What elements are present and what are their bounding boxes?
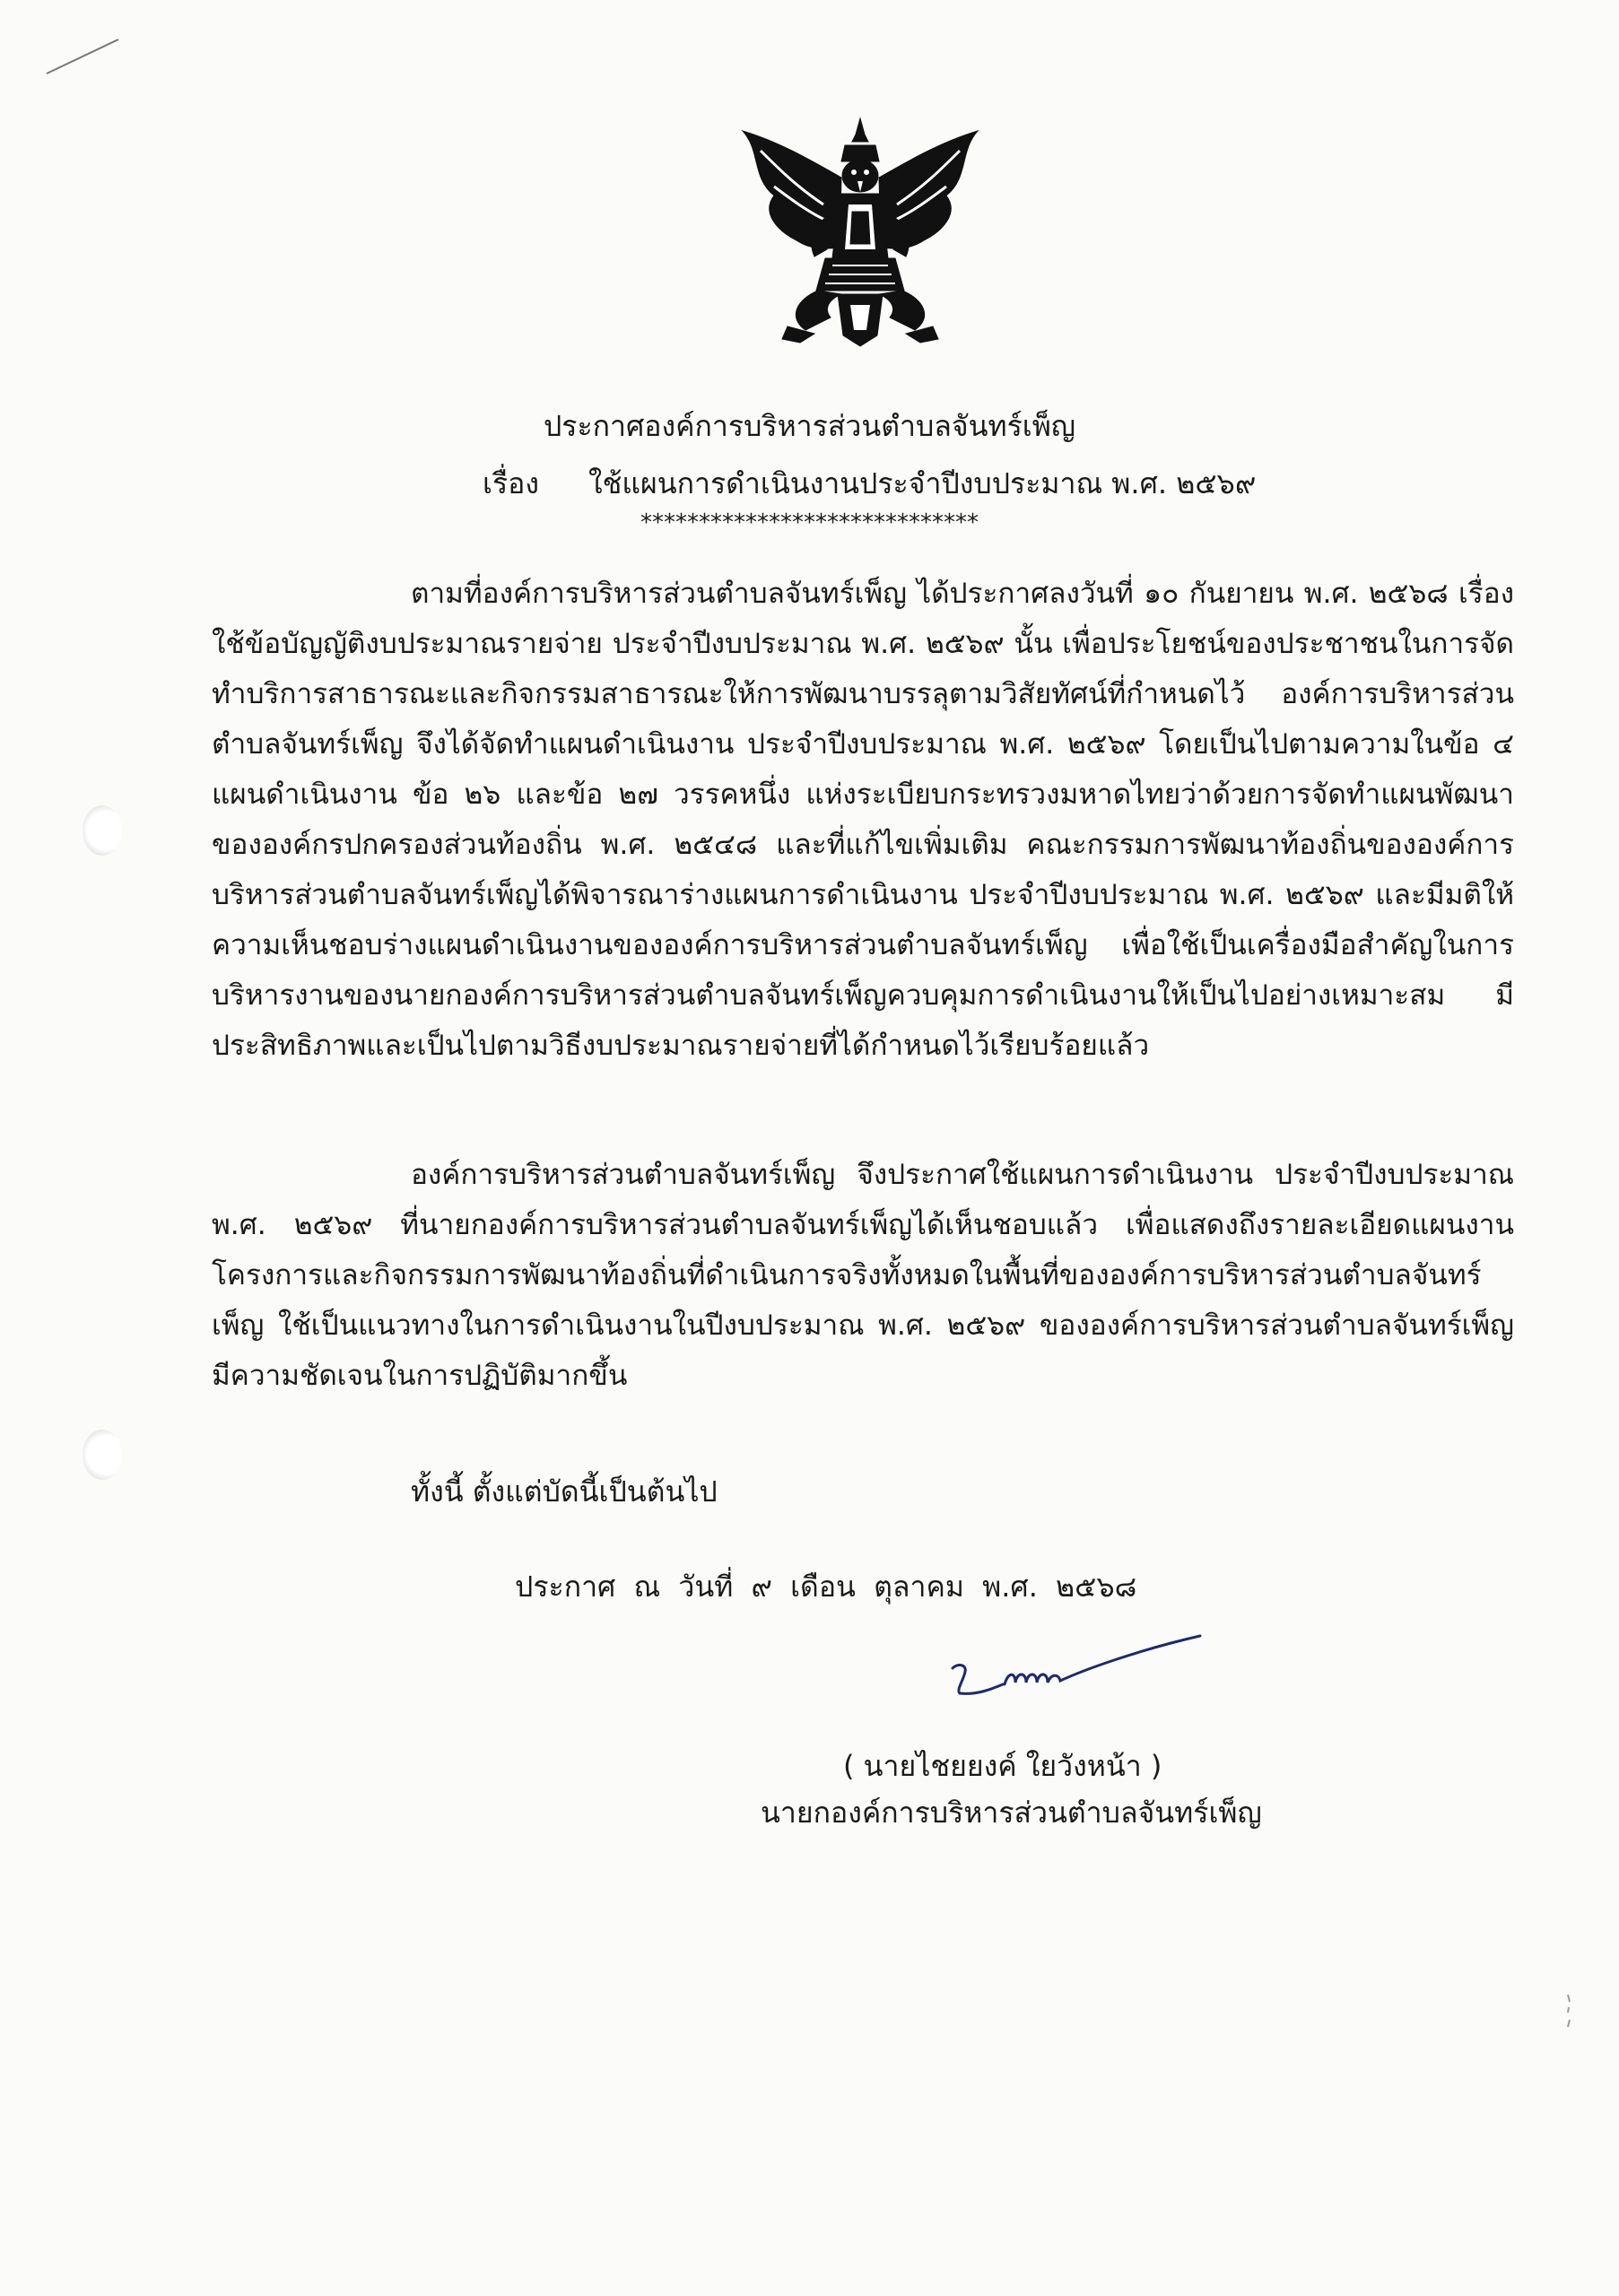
- announcement-title: ประกาศองค์การบริหารส่วนตำบลจันทร์เพ็ญ: [543, 409, 1076, 443]
- subject-line: [483, 463, 1256, 504]
- margin-mark: [1562, 1993, 1575, 2029]
- announcement-dateline: ประกาศ ณ วันที่ ๙ เดือน ตุลาคม พ.ศ. ๒๕๖๘: [515, 1570, 1137, 1604]
- punch-hole: [83, 805, 122, 856]
- subject-text: ใช้แผนการดำเนินงานประจำปีงบประมาณ พ.ศ. ๒๕๖๙: [588, 466, 1257, 500]
- punch-hole: [83, 1430, 122, 1480]
- paragraph-2: องค์การบริหารส่วนตำบลจันทร์เพ็ญ จึงประกาศใช้แผนการดำเนินงาน ประจำปีงบประมาณ พ.ศ. ๒๕๖๙ ที่นายกองค์การบริหารส่วนตำบลจันทร์เพ็ญได้เห็นชอบแล้ว เพื่อแสดงถึงรายละเอียดแผนงาน โครงการและกิจกรรมการพัฒนาท้องถิ่นที่ดำเนินการจริงทั้งหมดในพื้นที่ขององค์การบริหารส่วนตำบลจันทร์เพ็ญ ใช้เป็นแนวทางในการดำเนินงานในปีงบประมาณ พ.ศ. ๒๕๖๙ ขององค์การบริหารส่วนตำบลจันทร์เพ็ญ มีความชัดเจนในการปฏิบัติมากขึ้น: [212, 1159, 1514, 1392]
- handwritten-signature: [940, 1631, 1209, 1711]
- separator-stars: *****************************: [640, 509, 979, 536]
- closing-statement: ทั้งนี้ ตั้งแต่บัดนี้เป็นต้นไป: [411, 1474, 718, 1509]
- garuda-emblem-icon: [725, 115, 996, 350]
- pen-mark: [43, 34, 124, 79]
- paragraph-1: ตามที่องค์การบริหารส่วนตำบลจันทร์เพ็ญ ได้ประกาศลงวันที่ ๑๐ กันยายน พ.ศ. ๒๕๖๘ เรื่องใช้ข้อบัญญัติงบประมาณรายจ่าย ประจำปีงบประมาณ พ.ศ. ๒๕๖๙ นั้น เพื่อประโยชน์ของประชาชนในการจัดทำบริการสาธารณะและกิจกรรมสาธารณะให้การพัฒนาบรรลุตามวิสัยทัศน์ที่กำหนดไว้ องค์การบริหารส่วนตำบลจันทร์เพ็ญ จึงได้จัดทำแผนดำเนินงาน ประจำปีงบประมาณ พ.ศ. ๒๕๖๙ โดยเป็นไปตามความในข้อ ๔ แผนดำเนินงาน ข้อ ๒๖ และข้อ ๒๗ วรรคหนึ่ง แห่งระเบียบกระทรวงมหาดไทยว่าด้วยการจัดทำแผนพัฒนาขององค์กรปกครองส่วนท้องถิ่น พ.ศ. ๒๕๔๘ และที่แก้ไขเพิ่มเติม คณะกรรมการพัฒนาท้องถิ่นขององค์การบริหารส่วนตำบลจันทร์เพ็ญได้พิจารณาร่างแผนการดำเนินงาน ประจำปีงบประมาณ พ.ศ. ๒๕๖๙ และมีมติให้ความเห็นชอบร่างแผนดำเนินงานขององค์การบริหารส่วนตำบลจันทร์เพ็ญ เพื่อใช้เป็นเครื่องมือสำคัญในการบริหารงานของนายกองค์การบริหารส่วนตำบลจันทร์เพ็ญควบคุมการดำเนินงานให้เป็นไปอย่างเหมาะสม มีประสิทธิภาพและเป็นไปตามวิธีงบประมาณรายจ่ายที่ได้กำหนดไว้เรียบร้อยแล้ว: [212, 578, 1514, 1062]
- signer-name: ( นายไชยยงค์ ใยวังหน้า ): [843, 1749, 1162, 1783]
- subject-label: เรื่อง: [483, 466, 539, 500]
- signer-position: นายกองค์การบริหารส่วนตำบลจันทร์เพ็ญ: [761, 1796, 1262, 1830]
